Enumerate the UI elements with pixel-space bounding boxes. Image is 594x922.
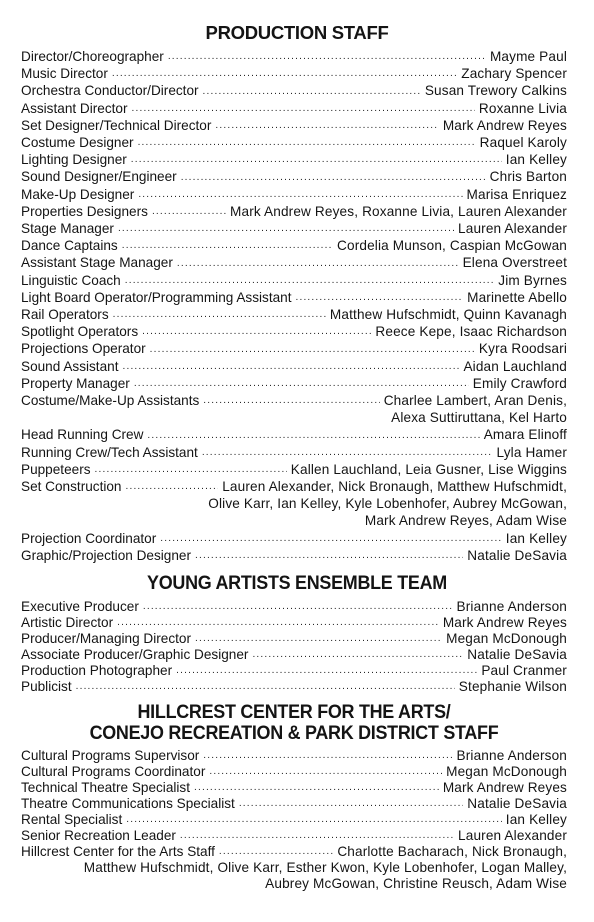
credit-name: Raquel Karoly [479, 135, 567, 151]
credit-role: Producer/Managing Director [21, 631, 192, 647]
dot-leader [126, 478, 219, 495]
hillcrest-staff-list [21, 748, 567, 892]
dot-leader [181, 168, 486, 185]
dot-leader [117, 615, 439, 631]
credit-row [21, 168, 567, 185]
credit-name: Mark Andrew Reyes, Roxanne Livia, Lauren Alexander [230, 203, 567, 219]
credit-name: Megan McDonough [446, 631, 567, 647]
dot-leader [138, 134, 476, 151]
credit-role: Theatre Communications Specialist [21, 796, 235, 812]
dot-leader [160, 530, 502, 547]
credit-row [21, 254, 567, 271]
credit-role: Rail Operators [21, 307, 109, 323]
credit-name: Susan Trewory Calkins [424, 83, 567, 99]
credit-row [21, 844, 567, 860]
credit-role: Assistant Stage Manager [21, 255, 173, 271]
credit-name: Natalie DeSavia [467, 647, 567, 663]
credit-row [21, 220, 567, 237]
credit-name: Brianne Anderson [456, 748, 567, 764]
credit-row [21, 478, 567, 495]
credit-role: Associate Producer/Graphic Designer [21, 647, 249, 663]
credit-role: Technical Theatre Specialist [21, 780, 191, 796]
credit-row [21, 237, 567, 254]
credit-role: Senior Recreation Leader [21, 828, 176, 844]
dot-leader [195, 631, 442, 647]
credit-role: Properties Designers [21, 203, 148, 219]
hillcrest-heading-line-2: CONEJO RECREATION & PARK DISTRICT STAFF [89, 722, 499, 745]
credit-name: Kyra Roodsari [478, 341, 567, 357]
credit-role: Costume Designer [21, 135, 134, 151]
credit-role: Set Construction [21, 479, 122, 495]
credit-role: Puppeteers [21, 461, 91, 477]
dot-leader [134, 375, 469, 392]
dot-leader [296, 289, 464, 306]
credit-name: Mark Andrew Reyes [442, 615, 567, 631]
credit-role: Hillcrest Center for the Arts Staff [21, 844, 215, 860]
dot-leader [202, 444, 493, 461]
credit-row [21, 375, 567, 392]
dot-leader [195, 547, 463, 564]
dot-leader [180, 828, 454, 844]
dot-leader [203, 748, 452, 764]
credit-role: Artistic Director [21, 615, 114, 631]
credit-row [21, 117, 567, 134]
dot-leader [203, 82, 421, 99]
credit-row [21, 340, 567, 357]
credit-name: Lauren Alexander [458, 221, 567, 237]
dot-leader [123, 358, 460, 375]
credit-role: Running Crew/Tech Assistant [21, 444, 198, 460]
credit-name: Zachary Spencer [461, 66, 567, 82]
credit-row [21, 828, 567, 844]
credit-row [21, 272, 567, 289]
credit-row [21, 306, 567, 323]
dot-leader [122, 237, 333, 254]
dot-leader [125, 272, 495, 289]
credit-role: Executive Producer [21, 599, 139, 615]
credit-role: Sound Designer/Engineer [21, 169, 177, 185]
dot-leader [239, 796, 463, 812]
credit-row [21, 82, 567, 99]
credit-role: Dance Captains [21, 238, 118, 254]
credit-row [21, 392, 567, 409]
credit-role: Head Running Crew [21, 427, 144, 443]
credit-name-continued: Mark Andrew Reyes, Adam Wise [364, 513, 567, 529]
credit-row [21, 615, 567, 631]
credit-name: Lyla Hamer [496, 444, 567, 460]
dot-leader [95, 461, 287, 478]
dot-leader [113, 306, 326, 323]
hillcrest-heading [43, 702, 545, 744]
credit-row [21, 100, 567, 117]
credit-role: Projections Operator [21, 341, 146, 357]
credit-role: Production Photographer [21, 663, 173, 679]
production-staff-list [21, 48, 567, 564]
credit-row [21, 547, 567, 564]
dot-leader [194, 780, 439, 796]
credit-row [21, 151, 567, 168]
credit-name: Marinette Abello [467, 289, 567, 305]
hillcrest-heading-line-1: HILLCREST CENTER FOR THE ARTS/ [137, 701, 451, 724]
credit-name: Elena Overstreet [462, 255, 567, 271]
dot-leader [203, 392, 379, 409]
dot-leader [126, 812, 502, 828]
dot-leader [168, 48, 486, 65]
credit-name: Roxanne Livia [478, 100, 567, 116]
dot-leader [142, 323, 371, 340]
credit-name-continued: Aubrey McGowan, Christine Reusch, Adam Wise [265, 876, 567, 892]
credit-name: Mark Andrew Reyes [442, 780, 567, 796]
credit-row [21, 663, 567, 679]
credit-name: Ian Kelley [505, 812, 567, 828]
credit-row [21, 444, 567, 461]
dot-leader [131, 151, 502, 168]
credit-role: Projection Coordinator [21, 530, 157, 546]
credit-role: Spotlight Operators [21, 324, 139, 340]
credit-name: Jim Byrnes [498, 272, 567, 288]
credit-name: Chris Barton [489, 169, 567, 185]
credit-role: Property Manager [21, 375, 130, 391]
dot-leader [209, 764, 442, 780]
credit-row [21, 599, 567, 615]
credit-role: Graphic/Projection Designer [21, 547, 192, 563]
credit-name: Lauren Alexander [458, 828, 567, 844]
credit-name: Ian Kelley [505, 152, 567, 168]
credit-row [21, 65, 567, 82]
dot-leader [252, 647, 463, 663]
credit-row [21, 461, 567, 478]
dot-leader [176, 663, 477, 679]
credit-name-continued: Matthew Hufschmidt, Olive Karr, Esther Kwon, Kyle Lobenhofer, Logan Malley, [83, 860, 567, 876]
credit-row [21, 796, 567, 812]
credit-row [21, 186, 567, 203]
credit-name: Lauren Alexander, Nick Bronaugh, Matthew Hufschmidt, [222, 479, 567, 495]
dot-leader [219, 844, 333, 860]
credit-row [21, 289, 567, 306]
credit-role: Set Designer/Technical Director [21, 117, 212, 133]
credit-role: Costume/Make-Up Assistants [21, 393, 200, 409]
credit-name: Mayme Paul [489, 49, 567, 64]
young-artists-ensemble-heading: YOUNG ARTISTS ENSEMBLE TEAM [147, 572, 447, 595]
credit-role: Lighting Designer [21, 152, 127, 168]
credit-role: Cultural Programs Supervisor [21, 748, 200, 764]
dot-leader [143, 599, 453, 615]
dot-leader [132, 100, 475, 117]
credit-role: Light Board Operator/Programming Assistant [21, 289, 292, 305]
dot-leader [112, 65, 457, 82]
credit-name: Mark Andrew Reyes [442, 117, 567, 133]
credit-name: Aidan Lauchland [463, 358, 567, 374]
production-staff-heading: PRODUCTION STAFF [205, 22, 389, 43]
credit-name: Emily Crawford [472, 375, 567, 391]
dot-leader [138, 186, 462, 203]
credit-row [21, 780, 567, 796]
credit-row [21, 48, 567, 65]
credit-row [21, 134, 567, 151]
credit-row [21, 812, 567, 828]
credit-name: Megan McDonough [446, 764, 567, 780]
dot-leader [150, 340, 475, 357]
credit-name: Marisa Enriquez [466, 186, 567, 202]
credit-role: Stage Manager [21, 221, 114, 237]
credit-role: Assistant Director [21, 100, 128, 116]
credit-row [21, 647, 567, 663]
dot-leader [177, 254, 459, 271]
credit-name-continued: Alexa Suttiruttana, Kel Harto [391, 410, 567, 426]
credit-name: Cordelia Munson, Caspian McGowan [337, 238, 567, 254]
dot-leader [152, 203, 226, 220]
credit-role: Publicist [21, 679, 72, 695]
credit-row [21, 426, 567, 443]
credit-role: Cultural Programs Coordinator [21, 764, 206, 780]
young-artists-ensemble-list [21, 599, 567, 695]
credit-name: Ian Kelley [505, 530, 567, 546]
credit-role: Orchestra Conductor/Director [21, 83, 199, 99]
credit-row [21, 358, 567, 375]
credit-row [21, 679, 567, 695]
credit-name: Matthew Hufschmidt, Quinn Kavanagh [329, 307, 567, 323]
credit-role: Music Director [21, 66, 108, 82]
dot-leader [147, 426, 479, 443]
credit-name: Charlee Lambert, Aran Denis, [383, 393, 567, 409]
credit-role: Sound Assistant [21, 358, 119, 374]
credit-row [21, 631, 567, 647]
credit-name-continued: Olive Karr, Ian Kelley, Kyle Lobenhofer, Aubrey McGowan, [208, 496, 567, 512]
dot-leader [215, 117, 438, 134]
credit-name: Brianne Anderson [456, 599, 567, 615]
credit-name: Kallen Lauchland, Leia Gusner, Lise Wiggins [290, 461, 567, 477]
credit-row [21, 203, 567, 220]
credit-row [21, 764, 567, 780]
credit-name: Paul Cranmer [481, 663, 567, 679]
credit-name: Reece Kepe, Isaac Richardson [375, 324, 567, 340]
credit-role: Rental Specialist [21, 812, 123, 828]
credit-name: Natalie DeSavia [467, 547, 567, 563]
credit-name: Stephanie Wilson [458, 679, 567, 695]
credit-role: Director/Choreographer [21, 49, 164, 64]
credit-name: Natalie DeSavia [467, 796, 567, 812]
credit-row [21, 323, 567, 340]
credit-name: Amara Elinoff [483, 427, 567, 443]
credit-role: Linguistic Coach [21, 272, 121, 288]
credit-name: Charlotte Bacharach, Nick Bronaugh, [337, 844, 567, 860]
dot-leader [76, 679, 455, 695]
credit-row [21, 530, 567, 547]
credit-role: Make-Up Designer [21, 186, 135, 202]
credit-row [21, 748, 567, 764]
dot-leader [118, 220, 454, 237]
